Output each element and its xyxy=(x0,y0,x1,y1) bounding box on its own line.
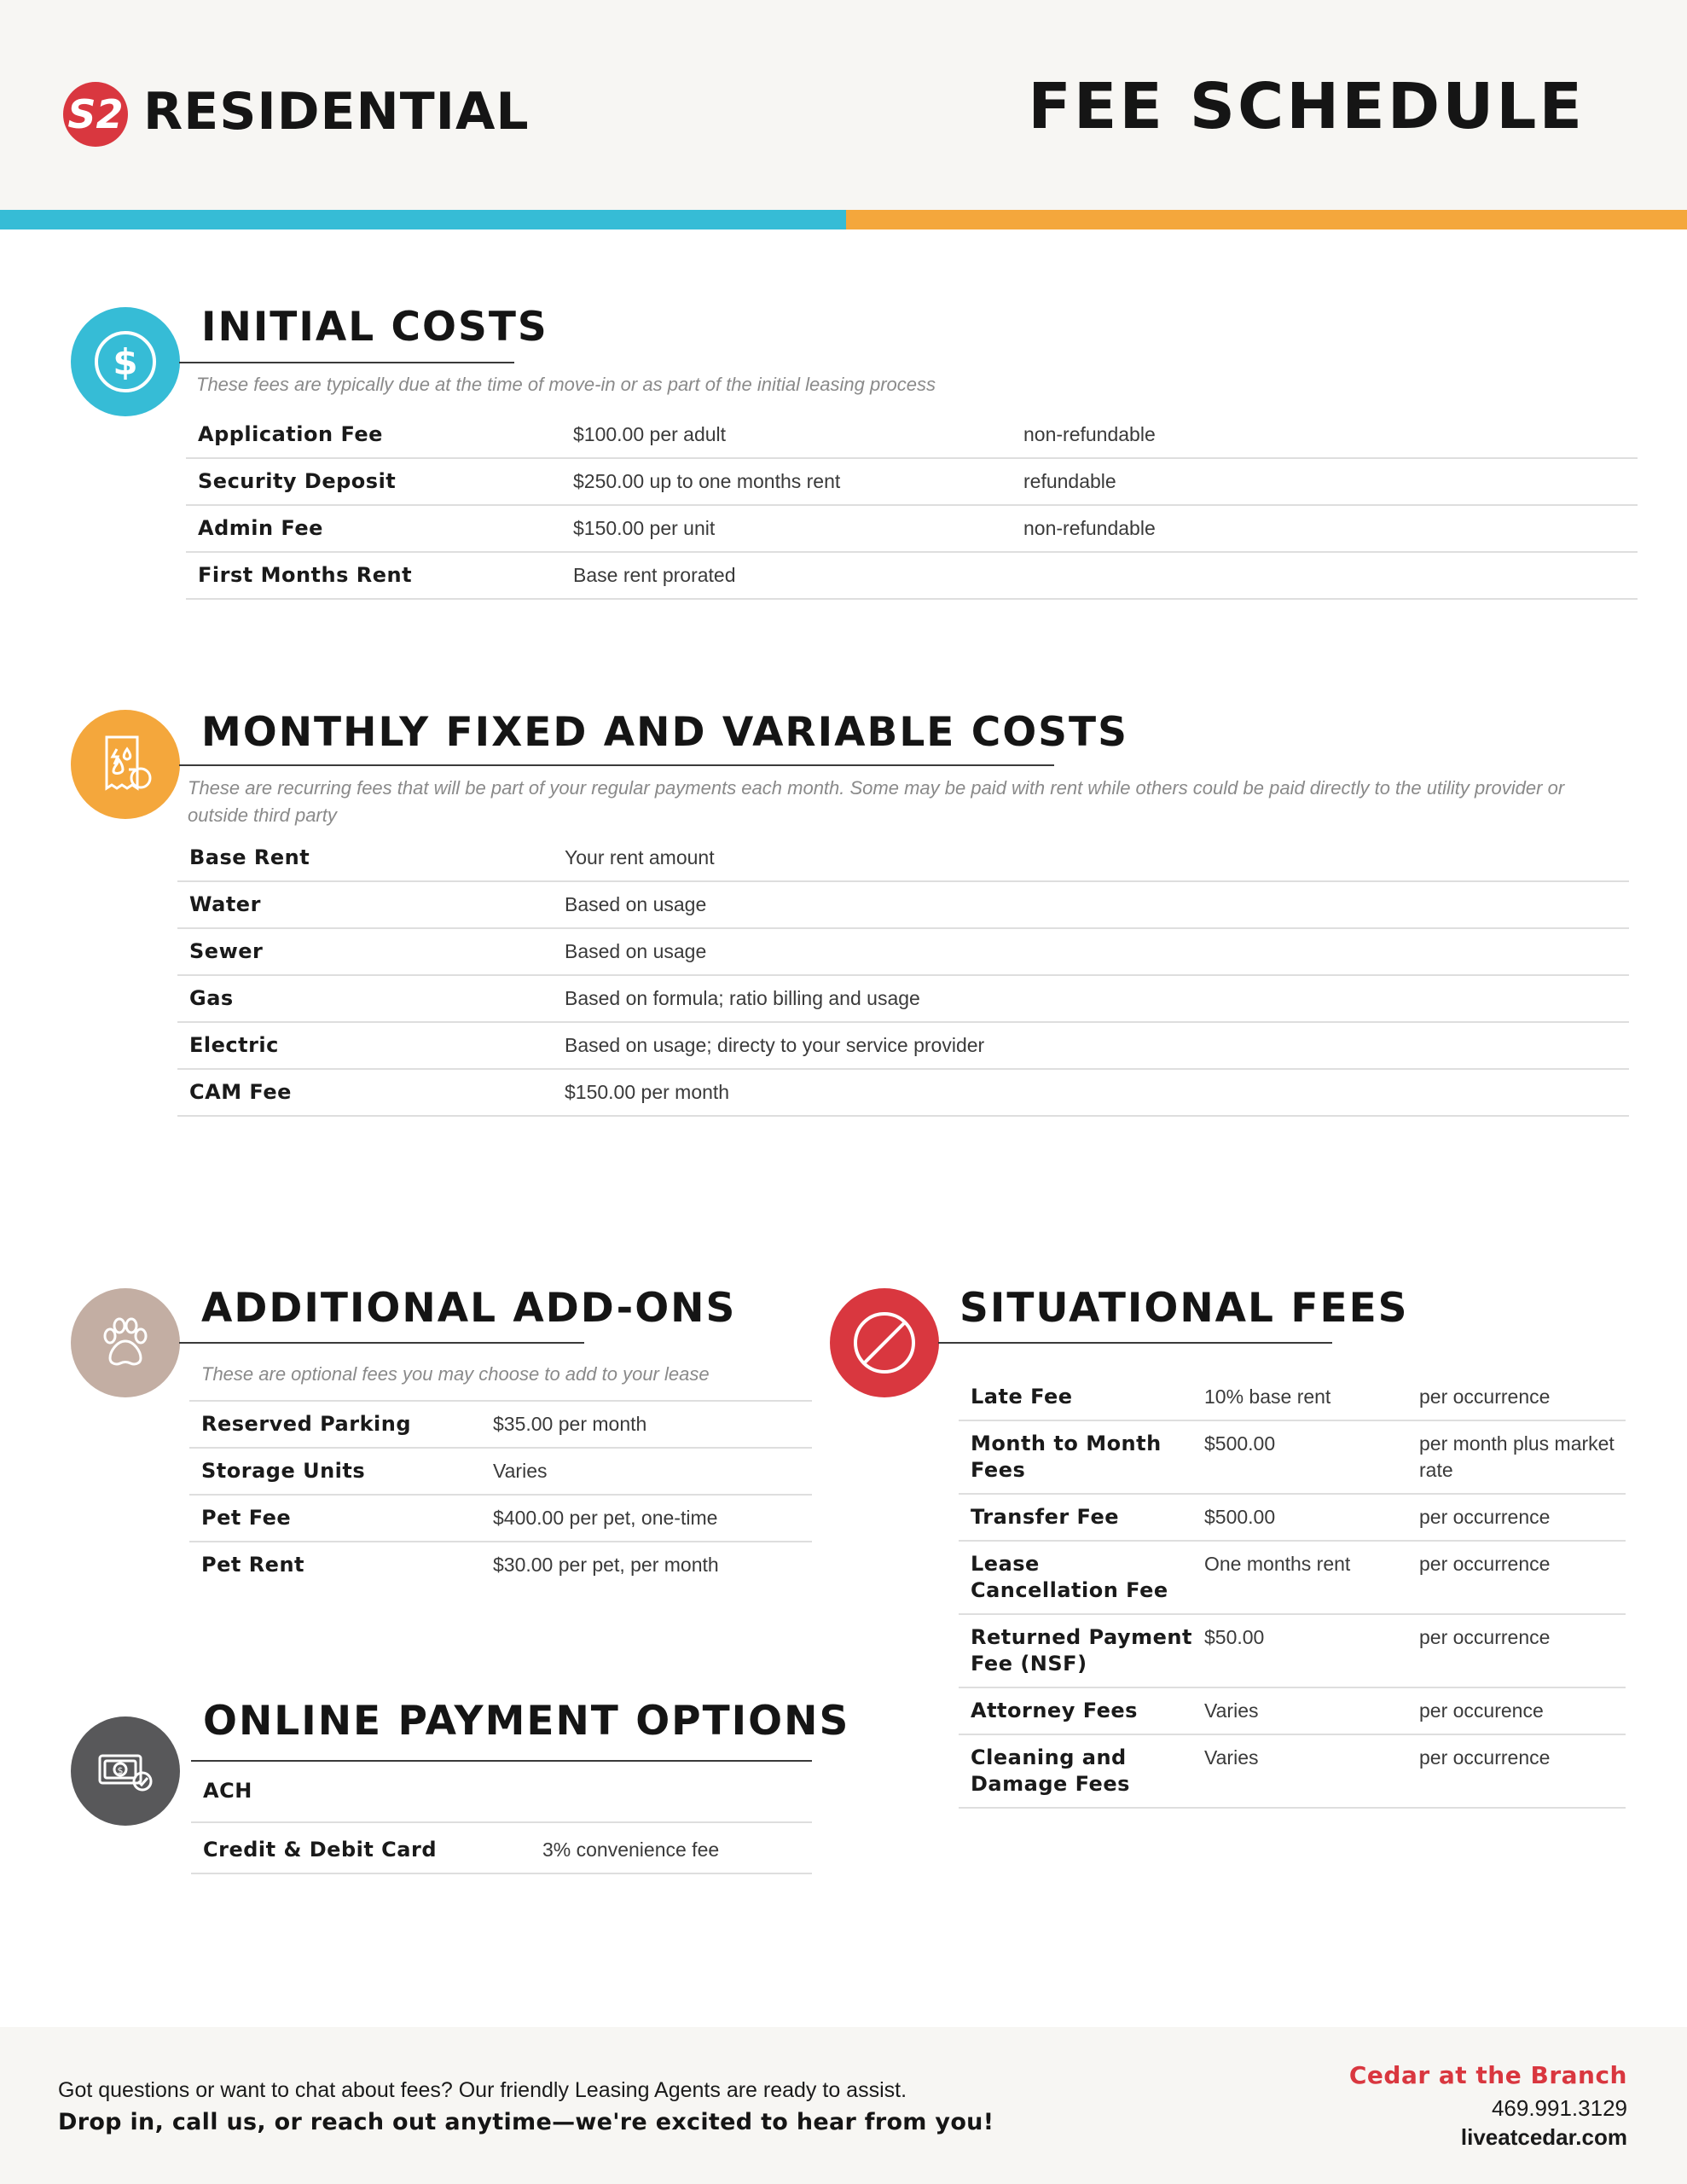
fee-label: Sewer xyxy=(177,928,553,975)
initial-costs-note: These fees are typically due at the time of move-in or as part of the initial leasing process xyxy=(196,374,936,395)
header-stripe-orange xyxy=(846,210,1687,229)
fee-label: Attorney Fees xyxy=(959,1687,1192,1734)
situational-fees-rule xyxy=(938,1342,1332,1344)
fee-label: CAM Fee xyxy=(177,1069,553,1116)
brand-logo xyxy=(61,75,530,148)
footer-question: Got questions or want to chat about fees? Our friendly Leasing Agents are ready to assist. xyxy=(58,2078,907,2102)
fee-label: Returned Payment Fee (NSF) xyxy=(959,1614,1192,1687)
property-website[interactable]: liveatcedar.com xyxy=(1460,2124,1627,2150)
s2-logo-icon xyxy=(61,75,135,148)
page-footer xyxy=(0,2027,1687,2184)
fee-label: Month to Month Fees xyxy=(959,1420,1192,1494)
fee-terms: non-refundable xyxy=(1012,505,1638,552)
property-phone[interactable]: 469.991.3129 xyxy=(1491,2095,1627,2121)
table-row xyxy=(177,881,1629,928)
fee-label: Water xyxy=(177,881,553,928)
fee-amount: Based on formula; ratio billing and usage xyxy=(553,975,1629,1022)
fee-terms: non-refundable xyxy=(1012,412,1638,458)
utility-bill-icon xyxy=(71,710,180,819)
fee-amount: $100.00 per adult xyxy=(561,412,1012,458)
table-row xyxy=(177,975,1629,1022)
fee-amount: $500.00 xyxy=(1192,1420,1407,1494)
initial-costs-title: INITIAL COSTS xyxy=(201,304,548,351)
fee-label: Pet Rent xyxy=(201,1553,305,1577)
fee-amount: One months rent xyxy=(1192,1541,1407,1614)
table-row xyxy=(959,1420,1626,1494)
table-row xyxy=(959,1734,1626,1808)
initial-costs-table xyxy=(186,412,1638,600)
fee-amount: $50.00 xyxy=(1192,1614,1407,1687)
table-row xyxy=(186,412,1638,458)
payment-option-fee xyxy=(530,1769,812,1822)
fee-amount: 10% base rent xyxy=(1192,1374,1407,1420)
fee-amount: Varies xyxy=(481,1448,812,1495)
fee-amount: Varies xyxy=(1192,1687,1407,1734)
page-title: FEE SCHEDULE xyxy=(1028,70,1585,143)
table-row xyxy=(186,552,1638,599)
brand-mark-text: S2 xyxy=(67,91,124,137)
payment-option-label: ACH xyxy=(191,1769,530,1822)
fee-label: Application Fee xyxy=(186,412,561,458)
fee-amount: Varies xyxy=(1192,1734,1407,1808)
brand-name: RESIDENTIAL xyxy=(143,82,530,142)
fee-amount: Base rent prorated xyxy=(561,552,1012,599)
fee-amount: Your rent amount xyxy=(553,835,1629,881)
fee-amount: $500.00 xyxy=(1192,1494,1407,1541)
fee-label: First Months Rent xyxy=(186,552,561,599)
table-row xyxy=(959,1614,1626,1687)
fee-label: Lease Cancellation Fee xyxy=(959,1541,1192,1614)
fee-label: Gas xyxy=(177,975,553,1022)
table-row xyxy=(189,1448,812,1495)
fee-label: Security Deposit xyxy=(186,458,561,505)
table-row xyxy=(191,1769,812,1822)
add-ons-rule xyxy=(179,1342,584,1344)
fee-terms: per occurrence xyxy=(1407,1541,1626,1614)
fee-terms: per occurrence xyxy=(1407,1374,1626,1420)
fee-label: Transfer Fee xyxy=(959,1494,1192,1541)
page-header xyxy=(0,0,1687,210)
fee-label: Base Rent xyxy=(177,835,553,881)
fee-terms: per occurence xyxy=(1407,1687,1626,1734)
fee-terms: per month plus market rate xyxy=(1407,1420,1626,1494)
fee-amount: $250.00 up to one months rent xyxy=(561,458,1012,505)
fee-amount: Based on usage; directy to your service provider xyxy=(553,1022,1629,1069)
table-row xyxy=(959,1494,1626,1541)
monthly-costs-title: MONTHLY FIXED AND VARIABLE COSTS xyxy=(201,709,1128,756)
fee-amount: $150.00 per month xyxy=(553,1069,1629,1116)
svg-text:$: $ xyxy=(117,1765,124,1776)
fee-terms xyxy=(1012,552,1638,599)
fee-label: Electric xyxy=(177,1022,553,1069)
table-row xyxy=(177,1069,1629,1116)
paw-icon xyxy=(71,1288,180,1397)
svg-text:$: $ xyxy=(113,341,138,383)
situational-fees-title: SITUATIONAL FEES xyxy=(959,1285,1409,1332)
table-row xyxy=(177,928,1629,975)
fee-terms: per occurrence xyxy=(1407,1614,1626,1687)
header-stripe-blue xyxy=(0,210,846,229)
fee-amount: $30.00 per pet, per month xyxy=(493,1554,719,1576)
dollar-icon xyxy=(71,307,180,416)
fee-amount: $150.00 per unit xyxy=(561,505,1012,552)
payment-options-rule xyxy=(191,1760,812,1762)
footer-call-to-action: Drop in, call us, or reach out anytime—we're excited to hear from you! xyxy=(58,2109,994,2135)
property-name: Cedar at the Branch xyxy=(1348,2061,1627,2089)
payment-options-title: ONLINE PAYMENT OPTIONS xyxy=(203,1698,850,1745)
fee-label: Cleaning and Damage Fees xyxy=(959,1734,1192,1808)
table-row xyxy=(186,505,1638,552)
fee-amount: $35.00 per month xyxy=(481,1402,812,1448)
table-row xyxy=(189,1402,812,1448)
table-row xyxy=(959,1687,1626,1734)
table-row xyxy=(177,835,1629,881)
payment-option-fee: 3% convenience fee xyxy=(530,1822,812,1873)
fee-amount: Based on usage xyxy=(553,881,1629,928)
initial-costs-rule xyxy=(179,362,514,363)
monthly-costs-rule xyxy=(179,764,1054,766)
table-row xyxy=(186,458,1638,505)
fee-label: Reserved Parking xyxy=(189,1402,481,1448)
fee-label: Pet Fee xyxy=(189,1495,481,1542)
table-row xyxy=(959,1541,1626,1614)
add-ons-note: These are optional fees you may choose to add to your lease xyxy=(201,1363,710,1385)
table-row xyxy=(189,1495,812,1542)
payment-option-label: Credit & Debit Card xyxy=(191,1822,530,1873)
payment-check-icon xyxy=(71,1716,180,1826)
prohibited-icon xyxy=(830,1288,939,1397)
fee-label: Admin Fee xyxy=(186,505,561,552)
table-row xyxy=(177,1022,1629,1069)
situational-fees-table xyxy=(959,1374,1626,1809)
table-row xyxy=(959,1374,1626,1420)
add-ons-table xyxy=(189,1402,812,1588)
fee-terms: per occurrence xyxy=(1407,1734,1626,1808)
fee-terms: per occurrence xyxy=(1407,1494,1626,1541)
monthly-costs-table xyxy=(177,835,1629,1117)
fee-amount: $400.00 per pet, one-time xyxy=(481,1495,812,1542)
payment-options-table xyxy=(191,1769,812,1874)
monthly-costs-note: These are recurring fees that will be part of your regular payments each month. Some may be paid with rent while others could be paid directly to the utility provider or outside third party xyxy=(188,777,1565,826)
fee-amount: Based on usage xyxy=(553,928,1629,975)
fee-label: Storage Units xyxy=(189,1448,481,1495)
add-ons-title: ADDITIONAL ADD-ONS xyxy=(201,1285,737,1332)
fee-terms: refundable xyxy=(1012,458,1638,505)
table-row xyxy=(189,1542,812,1588)
table-row xyxy=(191,1822,812,1873)
fee-label: Late Fee xyxy=(959,1374,1192,1420)
